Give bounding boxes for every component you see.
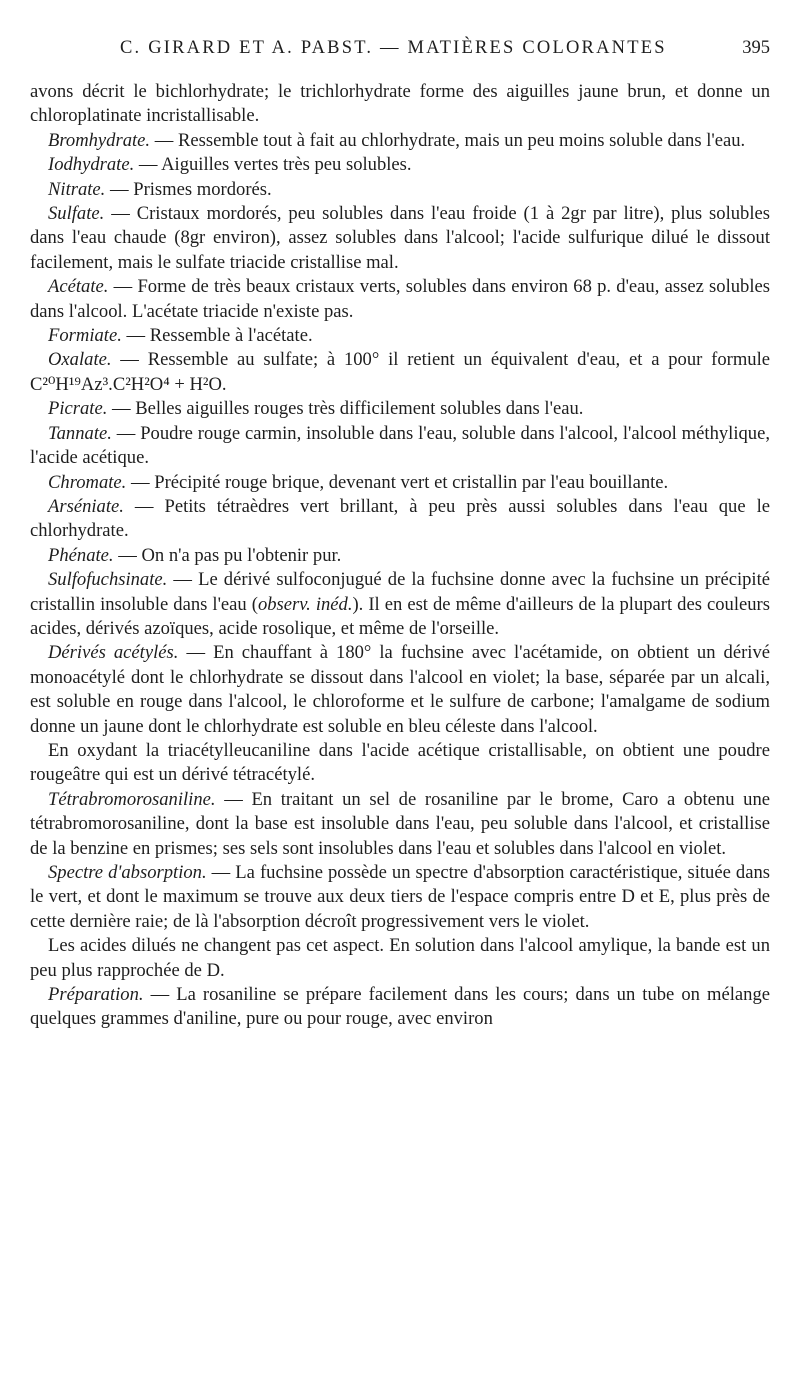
paragraph-text: — La fuchsine possède un spectre d'absorption caractéristique, située dans le vert, et dont le maximum se trouve aux deux tiers de l'espace compris entre D et E, plus près de cette dernière raie; de là l'absorption décroît progressivement vers le violet. — [30, 862, 770, 932]
paragraph-text: — La rosaniline se prépare facilement dans les cours; dans un tube on mélange quelques grammes d'aniline, pure ou pour rouge, avec environ — [30, 984, 770, 1030]
paragraph — [30, 495, 770, 544]
paragraph-text: — Précipité rouge brique, devenant vert et cristallin par l'eau bouillante. — [126, 471, 669, 493]
paragraph-text: Les acides dilués ne changent pas cet aspect. En solution dans l'alcool amylique, la bande est un peu plus rapprochée de D. — [30, 935, 770, 981]
paragraph — [30, 80, 770, 129]
paragraph-label: Tannate. — [48, 422, 112, 444]
paragraph-text: — Belles aiguilles rouges très difficilement solubles dans l'eau. — [107, 398, 584, 420]
paragraph-label: Oxalate. — [48, 349, 112, 371]
paragraph-label: Spectre d'absorption. — [48, 862, 207, 883]
paragraph-label: Préparation. — [48, 984, 144, 1006]
paragraph-label: Picrate. — [48, 398, 108, 420]
paragraph-text: — Prismes mordorés. — [105, 178, 272, 200]
paragraph — [30, 568, 770, 641]
paragraph-text: En oxydant la triacétylleucaniline dans l'acide acétique cristallisable, on obtient une poudre rougeâtre qui est un dérivé tétracétylé. — [30, 739, 770, 786]
paragraph-text: — Ressemble tout à fait au chlorhydrate, mais un peu moins soluble dans l'eau. — [150, 129, 746, 151]
paragraph — [30, 422, 770, 471]
paragraph — [30, 739, 770, 788]
paragraph-text: avons décrit le bichlorhydrate; le trichlorhydrate forme des aiguilles jaune brun, et donne un chloroplatinate incristallisable. — [30, 81, 770, 127]
running-title: C. GIRARD ET A. PABST. — MATIÈRES COLORANTES — [120, 38, 667, 58]
paragraph-text: — En traitant un sel de rosaniline par le brome, Caro a obtenu une tétrabromorosaniline, dont la base est insoluble dans l'eau, peu soluble dans l'alcool, et cristallise de la benzine en prismes; ses sels sont insolubles dans l'eau et solubles dans l'alcool en violet. — [30, 788, 770, 859]
italic-note: observ. inéd. — [257, 593, 353, 615]
paragraph-label: Phénate. — [48, 544, 114, 566]
paragraph — [30, 544, 770, 568]
paragraph-text: — Poudre rouge carmin, insoluble dans l'eau, soluble dans l'alcool, l'alcool méthylique, l'acide acétique. — [30, 422, 770, 469]
paragraph — [30, 129, 770, 153]
paragraph-text-cont: ). Il en est de même d'ailleurs de la plupart des couleurs acides, dérivés azoïques, acide rosolique, et même de l'orseille. — [30, 593, 770, 639]
paragraph-label: Chromate. — [48, 471, 127, 493]
paragraph — [30, 178, 770, 202]
paragraph — [30, 324, 770, 348]
paragraph — [30, 275, 770, 324]
paragraph — [30, 471, 770, 495]
paragraph-text: — Aiguilles vertes très peu solubles. — [134, 154, 412, 176]
paragraph-label: Acétate. — [48, 276, 109, 298]
paragraph — [30, 983, 770, 1032]
paragraph — [30, 788, 770, 861]
paragraph — [30, 153, 770, 177]
paragraph-text: — En chauffant à 180° la fuchsine avec l'acétamide, on obtient un dérivé monoacétylé dont le chlorhydrate se dissout dans l'alcool en violet; la base, séparée par un alcali, est soluble en rouge dans l'alcool, le chloroforme et le sulfure de carbone; l'amalgame de sodium donne un jaune dont le chlorhydrate est soluble en bleu céleste dans l'alcool. — [30, 642, 771, 737]
paragraph-text: — On n'a pas pu l'obtenir pur. — [113, 544, 342, 566]
paragraph-label: Arséniate. — [48, 495, 124, 517]
paragraph-text: — Ressemble au sulfate; à 100° il retient un équivalent d'eau, et a pour formule C²⁰H¹⁹Az³.C²H²O⁴ + H²O. — [30, 349, 770, 395]
paragraph-label: Tétrabromorosaniline. — [48, 788, 216, 810]
paragraph-label: Bromhydrate. — [48, 129, 151, 151]
paragraph-label: Sulfofuchsinate. — [48, 569, 168, 591]
paragraph — [30, 861, 770, 934]
running-header — [120, 38, 770, 68]
paragraph-text: — Le dérivé sulfoconjugué de la fuchsine donne avec la fuchsine un précipité cristallin insoluble dans l'eau ( — [30, 569, 770, 615]
paragraph-label: Dérivés acétylés. — [48, 642, 179, 664]
paragraph-label: Sulfate. — [48, 203, 105, 225]
paragraph — [30, 202, 770, 275]
paragraph — [30, 397, 770, 421]
paragraph-label: Iodhydrate. — [48, 154, 135, 176]
paragraph-text: — Cristaux mordorés, peu solubles dans l'eau froide (1 à 2gr par litre), plus solubles dans l'eau chaude (8gr environ), assez solubles dans l'alcool; l'acide sulfurique dilué le dissout facilement, mais le sulfate triacide cristallise mal. — [30, 203, 770, 273]
paragraph-text: — Forme de très beaux cristaux verts, solubles dans environ 68 p. d'eau, assez solubles dans l'alcool. L'acétate triacide n'existe pas. — [30, 276, 770, 322]
paragraph — [30, 641, 770, 739]
page-body — [30, 80, 770, 1032]
page-number: 395 — [742, 38, 770, 58]
paragraph-label: Nitrate. — [48, 178, 106, 200]
paragraph-text: — Ressemble à l'acétate. — [121, 325, 313, 347]
paragraph-label: Formiate. — [48, 325, 122, 347]
paragraph-text: — Petits tétraèdres vert brillant, à peu près aussi solubles dans l'eau que le chlorhydrate. — [30, 495, 770, 542]
paragraph — [30, 348, 770, 397]
paragraph — [30, 934, 770, 983]
